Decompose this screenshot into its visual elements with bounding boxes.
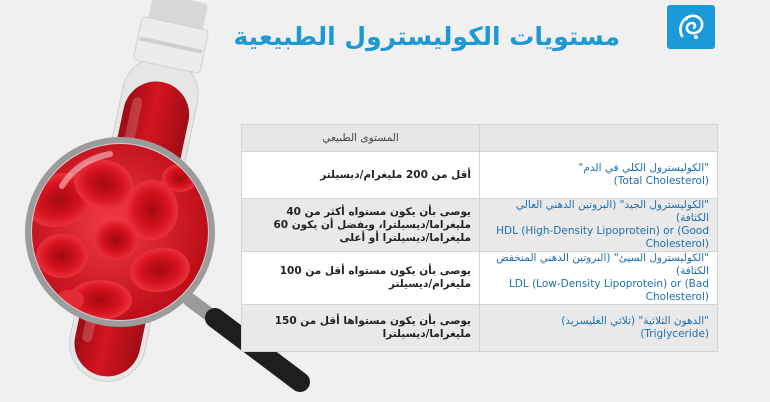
table-row [242, 199, 718, 252]
table-row [242, 252, 718, 305]
table-header-row [242, 125, 718, 152]
normal-level: يوصى بأن يكون مستواه أقل من 100 مليغرام/ديسيلتر [242, 252, 480, 305]
page-title: مستويات الكوليسترول الطبيعية [233, 22, 620, 51]
type-english: (Triglyceride) [640, 328, 709, 340]
cholesterol-type [480, 199, 718, 252]
type-arabic: "الدهون الثلاثية" (ثلاثي الغليسريد) [561, 315, 709, 327]
cholesterol-type [480, 305, 718, 352]
cholesterol-type [480, 252, 718, 305]
header-type [480, 125, 718, 152]
type-english: (Total Cholesterol) [613, 175, 709, 187]
normal-level: أقل من 200 مليغرام/ديسيلتر [242, 152, 480, 199]
normal-level: يوصى بأن يكون مستواه أكثر من 40 مليغراما/ديسيلترا، ويفضل أن يكون 60 مليغراما/ديسيلترا أو أعلى [242, 199, 480, 252]
type-arabic: "الكوليسترول الجيد" (البروتين الدهني العالي الكثافة) [515, 199, 709, 224]
cholesterol-levels-table [241, 124, 718, 352]
header-normal-level: المستوى الطبيعي [242, 125, 480, 152]
cholesterol-type [480, 152, 718, 199]
type-arabic: "الكوليسترول الكلي في الدم" [578, 162, 709, 174]
normal-level: يوصى بأن يكون مستواها أقل من 150 مليغراما/ديسيلترا [242, 305, 480, 352]
aljazeera-logo-icon [667, 5, 715, 49]
type-english: HDL (High-Density Lipoprotein) or (Good Cholesterol) [496, 225, 709, 250]
type-english: LDL (Low-Density Lipoprotein) or (Bad Cholesterol) [508, 278, 709, 303]
table-row [242, 305, 718, 352]
type-arabic: "الكوليسترول السيئ" (البروتين الدهني المنخفض الكثافة) [496, 252, 709, 277]
table-row [242, 152, 718, 199]
